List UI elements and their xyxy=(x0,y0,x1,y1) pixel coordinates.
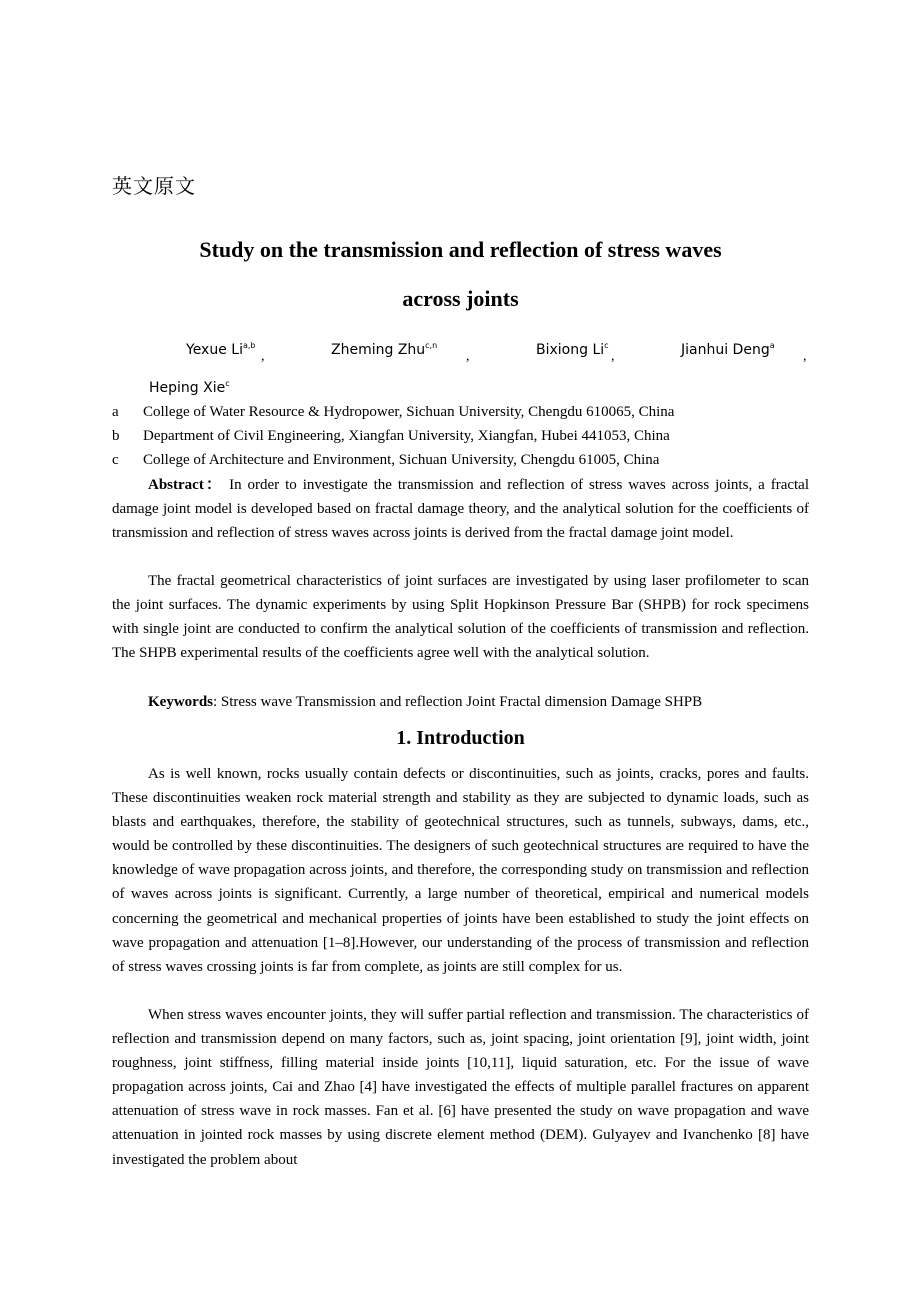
introduction-paragraph-1: As is well known, rocks usually contain defects or discontinuities, such as joints, cracks, pores and faults. These discontinuities weaken rock material strength and stability as they are subjected to dynamic loads, such as blasts and earthquakes, therefore, the stability of geotechnical structures, such as tunnels, subways, dams, etc., would be controlled by these discontinuities. The designers of such geotechnical structures are required to have the knowledge of wave propagation across joints, and therefore, the corresponding study on transmission and reflection of waves across joints is significant. Currently, a large number of theoretical, empirical and numerical models concerning the geometrical and mechanical properties of joints have been established to study the joint effects on wave propagation and attenuation [1–8].However, our understanding of the process of transmission and reflection of stress waves crossing joints is far from complete, as joints are still complex for us. xyxy=(112,766,809,975)
affiliation-text: College of Water Resource & Hydropower, Sichuan University, Chengdu 610065, China xyxy=(143,404,675,420)
author-separator: , xyxy=(261,349,265,364)
author-name: Yexue Li xyxy=(186,342,243,358)
author-affiliation-mark: c xyxy=(604,341,609,350)
author-3 xyxy=(536,341,609,358)
author-affiliation-mark: c xyxy=(225,379,230,388)
paper-title-line2: across joints xyxy=(402,286,519,311)
keywords-line xyxy=(112,690,809,714)
abstract-label: Abstract： xyxy=(148,477,224,493)
keywords-text: : Stress wave Transmission and reflection Joint Fractal dimension Damage SHPB xyxy=(213,694,703,710)
abstract-text: In order to investigate the transmission and reflection of stress waves across joints, a fractal damage joint model is developed based on fractal damage theory, and the analytical solution for the coefficients of transmission and reflection of stress waves across joints is derived from the fractal damage joint model. xyxy=(112,477,809,542)
author-name: Heping Xie xyxy=(149,380,226,396)
author-4 xyxy=(681,341,775,358)
author-5 xyxy=(149,379,230,396)
author-separator: , xyxy=(803,349,807,364)
abstract-paragraph-2: The fractal geometrical characteristics of joint surfaces are investigated by using laser profilometer to scan the joint surfaces. The dynamic experiments by using Split Hopkinson Pressure Bar (SHPB) for rock specimens with single joint are conducted to confirm the analytical solution of the coefficients of transmission and reflection. The SHPB experimental results of the coefficients agree well with the analytical solution. xyxy=(112,573,809,662)
author-affiliation-mark: a xyxy=(769,341,775,350)
author-1 xyxy=(186,341,256,358)
introduction-paragraph-2: When stress waves encounter joints, they will suffer partial reflection and transmission. The characteristics of reflection and transmission depend on many factors, such as, joint spacing, joint orientation [9], joint width, joint roughness, joint stiffness, filling material inside joints [10,11], liquid saturation, etc. For the issue of wave propagation across joints, Cai and Zhao [4] have investigated the effects of multiple parallel fractures on apparent attenuation of stress wave in rock masses. Fan et al. [6] have presented the study on wave propagation and wave attenuation in jointed rock masses by using discrete element method (DEM). Gulyayev and Ivanchenko [8] have investigated the problem about xyxy=(112,1007,809,1168)
author-2 xyxy=(331,341,437,358)
affiliation-text: Department of Civil Engineering, Xiangfan University, Xiangfan, Hubei 441053, China xyxy=(143,428,670,444)
author-affiliation-mark: a,b xyxy=(242,341,256,350)
affiliation-text: College of Architecture and Environment, Sichuan University, Chengdu 61005, China xyxy=(143,452,660,468)
abstract-paragraph xyxy=(112,473,809,545)
author-separator: , xyxy=(611,349,615,364)
affiliation-letter: c xyxy=(112,452,119,468)
chinese-heading: 英文原文 xyxy=(112,174,196,198)
author-name: Zheming Zhu xyxy=(331,342,426,358)
affiliation-letter: a xyxy=(112,404,119,420)
author-separator: , xyxy=(466,349,470,364)
keywords-label: Keywords xyxy=(148,694,213,710)
section-heading-introduction: 1. Introduction xyxy=(396,727,525,749)
author-name: Bixiong Li xyxy=(536,342,605,358)
paper-title-line1: Study on the transmission and reflection of stress waves xyxy=(199,237,722,262)
author-name: Jianhui Deng xyxy=(681,342,770,358)
author-affiliation-mark: c,n xyxy=(425,341,438,350)
affiliation-letter: b xyxy=(112,428,120,444)
